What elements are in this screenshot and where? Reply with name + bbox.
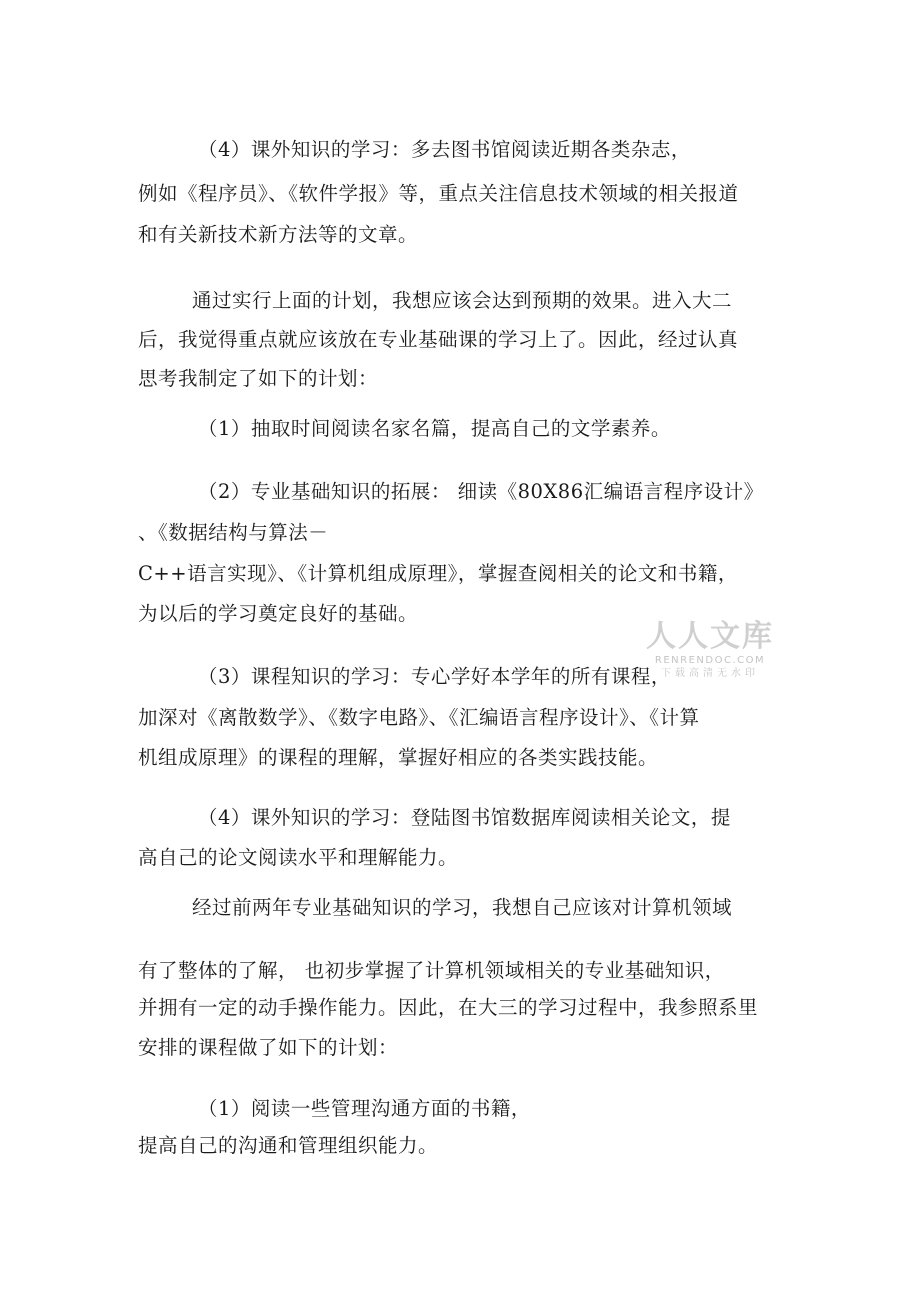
text-line: （4）课外知识的学习：多去图书馆阅读近期各类杂志， xyxy=(198,138,691,161)
text-line: 有了整体的了解， 也初步掌握了计算机领域相关的专业基础知识， xyxy=(138,959,725,982)
text-line: 提高自己的沟通和管理组织能力。 xyxy=(138,1134,439,1157)
text-line: 通过实行上面的计划，我想应该会达到预期的效果。进入大二 xyxy=(192,289,733,312)
text-line: 思考我制定了如下的计划： xyxy=(138,367,379,390)
watermark-tagline: 下载高清无水印 xyxy=(661,668,759,679)
text-line: 为以后的学习奠定良好的基础。 xyxy=(138,602,419,625)
text-line: 高自己的论文阅读水平和理解能力。 xyxy=(138,846,459,869)
text-line: 加深对《离散数学》、《数字电路》、《汇编语言程序设计》、《计算 xyxy=(138,706,700,729)
text-line: 安排的课程做了如下的计划： xyxy=(138,1036,399,1059)
text-line: （3）课程知识的学习：专心学好本学年的所有课程， xyxy=(198,665,671,688)
text-line: C++语言实现》、《计算机组成原理》，掌握查阅相关的论文和书籍， xyxy=(138,562,738,585)
watermark-logo xyxy=(645,620,775,680)
text-line: 后，我觉得重点就应该放在专业基础课的学习上了。因此，经过认真 xyxy=(138,328,739,351)
text-line: （1）抽取时间阅读名家名篇，提高自己的文学素养。 xyxy=(198,417,671,440)
text-line: 、《数据结构与算法－ xyxy=(138,521,329,544)
text-line: 并拥有一定的动手操作能力。因此，在大三的学习过程中，我参照系里 xyxy=(138,996,759,1019)
text-line: 经过前两年专业基础知识的学习，我想自己应该对计算机领域 xyxy=(192,896,733,919)
text-line: 和有关新技术新方法等的文章。 xyxy=(138,223,419,246)
text-line: 机组成原理》的课程的理解，掌握好相应的各类实践技能。 xyxy=(138,746,659,769)
watermark-title: 人人文库 xyxy=(646,619,774,654)
text-line: （4）课外知识的学习：登陆图书馆数据库阅读相关论文，提 xyxy=(198,806,731,829)
text-line: （2）专业基础知识的拓展： 细读《80X86汇编语言程序设计》 xyxy=(198,480,764,503)
text-line: 例如《程序员》、《软件学报》等，重点关注信息技术领域的相关报道 xyxy=(138,182,739,205)
text-line: （1）阅读一些管理沟通方面的书籍， xyxy=(198,1097,531,1120)
watermark-domain: RENRENDOC.COM xyxy=(654,655,766,666)
